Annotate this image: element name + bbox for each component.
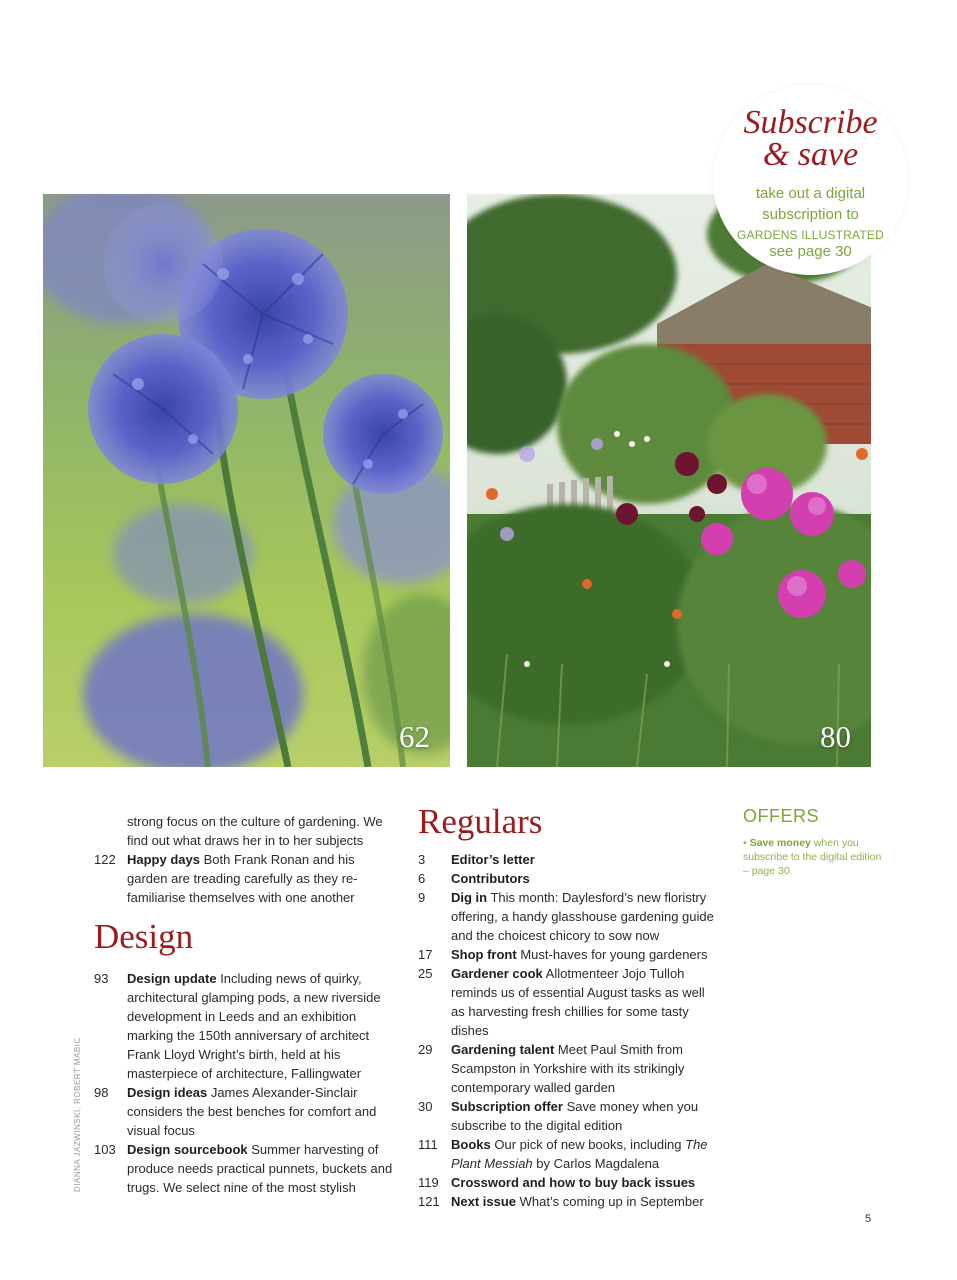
subscribe-line-1: take out a digital (755, 185, 866, 202)
toc-entry-description: What’s coming up in September (516, 1194, 704, 1209)
toc-page-number: 103 (94, 1142, 116, 1157)
offers-text: when you subscribe to the digital edition – page 30 (743, 837, 882, 877)
offers-heading: OFFERS (743, 806, 820, 826)
toc-entry-title: Happy days (127, 852, 200, 867)
section-heading-regulars: Regulars (418, 802, 543, 841)
agapanthus-illustration (43, 194, 450, 767)
toc-entry-description: Including news of quirky, architectural glamping pods, a new riverside development in Leeds and an exhibition marking the 150th anniversary of architect Frank Lloyd Wright’s birth, held at his masterpiece of architecture, Fallingwater (127, 971, 381, 1081)
subscribe-page-link[interactable]: see page 30 (769, 243, 852, 260)
bullet-icon: • (743, 837, 747, 849)
toc-entry-description: Must-haves for young gardeners (516, 947, 708, 962)
cottage-garden-illustration (467, 194, 871, 767)
toc-page-number: 111 (418, 1137, 438, 1152)
toc-entry-title: Next issue (451, 1194, 517, 1209)
toc-page-number: 119 (418, 1175, 439, 1190)
toc-entry-editors-letter[interactable] (418, 850, 718, 869)
agapanthus-photo (43, 194, 450, 767)
toc-entry-title: Shop front (451, 947, 517, 962)
toc-entry-title: Books (451, 1137, 491, 1152)
page-number: 5 (865, 1213, 872, 1225)
toc-continued-line: strong focus on the culture of gardening. We (127, 814, 383, 829)
toc-regulars-column (418, 802, 718, 1211)
subscribe-line-1b: subscription to (762, 206, 859, 223)
toc-entry-description: Our pick of new books, including (490, 1137, 686, 1152)
toc-entry-description: Save money when you subscribe to the digital edition (451, 1099, 699, 1133)
toc-entry-description: This month: Daylesford’s new floristry offering, a handy glasshouse gardening guide and the choicest chicory to sow now (451, 890, 714, 943)
toc-left-column (94, 812, 394, 1197)
subscribe-title: Subscribe (743, 104, 878, 141)
toc-page-number: 30 (418, 1099, 433, 1114)
toc-entry-title: Contributors (451, 871, 530, 886)
toc-entry-description: Both Frank Ronan and his garden are treading carefully as they re-familiarise themselves with one another (127, 852, 358, 905)
toc-entry-title: Design update (127, 971, 217, 986)
toc-page-number: 121 (418, 1194, 440, 1209)
toc-entry-books[interactable] (418, 1135, 718, 1173)
offers-item[interactable] (743, 836, 883, 878)
toc-page-number: 9 (418, 890, 426, 905)
toc-entry-dig-in[interactable] (418, 888, 718, 945)
book-title: The Plant Messiah (451, 1137, 708, 1171)
toc-page-number: 6 (418, 871, 426, 886)
toc-entry-design-sourcebook[interactable] (94, 1140, 394, 1197)
toc-entry-gardening-talent[interactable] (418, 1040, 718, 1097)
toc-entry-gardener-cook[interactable] (418, 964, 718, 1040)
page-reference-62[interactable]: 62 (399, 719, 430, 754)
toc-entry-crossword[interactable] (418, 1173, 718, 1192)
toc-entry-description: Summer harvesting of produce needs practical punnets, buckets and trugs. We select nine of the most stylish (127, 1142, 393, 1195)
offers-highlight: Save money (749, 837, 811, 849)
toc-entry-next-issue[interactable] (418, 1192, 718, 1211)
toc-entry-title: Design sourcebook (127, 1142, 248, 1157)
toc-entry-contributors[interactable] (418, 869, 718, 888)
toc-entry-title: Gardener cook (451, 966, 543, 981)
toc-entry-title: Editor’s letter (451, 852, 535, 867)
toc-entry-title: Design ideas (127, 1085, 208, 1100)
photo-credit: DIANNA JAZWINSKI, ROBERT MABIC (73, 1037, 82, 1192)
toc-page-number: 3 (418, 852, 426, 867)
toc-entry-title: Crossword and how to buy back issues (451, 1175, 696, 1190)
toc-page-number: 29 (418, 1042, 433, 1057)
cottage-garden-photo (467, 194, 871, 767)
toc-entry-title: Subscription offer (451, 1099, 563, 1114)
toc-entry-description: James Alexander-Sinclair considers the best benches for comfort and visual focus (127, 1085, 377, 1138)
subscribe-title-save: & save (762, 136, 859, 173)
toc-entry-description: Allotmenteer Jojo Tulloh reminds us of essential August tasks as well as harvesting fresh chillies for some tasty dishes (451, 966, 705, 1038)
offers-panel (743, 806, 883, 878)
toc-page-number: 93 (94, 971, 109, 986)
toc-entry-title: Gardening talent (451, 1042, 555, 1057)
toc-entry-description-end: by Carlos Magdalena (532, 1156, 660, 1171)
page-reference-80[interactable]: 80 (820, 719, 851, 754)
toc-entry-design-ideas[interactable] (94, 1083, 394, 1140)
toc-page-number: 98 (94, 1085, 109, 1100)
subscribe-magazine-name: GARDENS ILLUSTRATED (737, 228, 884, 242)
toc-entry-subscription-offer[interactable] (418, 1097, 718, 1135)
subscribe-roundel[interactable] (713, 85, 908, 275)
toc-entry-description: Meet Paul Smith from Scampston in Yorkshire with its strikingly contemporary walled garden (451, 1042, 685, 1095)
toc-entry-design-update[interactable] (94, 969, 394, 1083)
toc-entry-title: Dig in (451, 890, 488, 905)
toc-page-number: 25 (418, 966, 433, 981)
toc-page-number: 17 (418, 947, 433, 962)
toc-continued-line: find out what draws her in to her subjects (127, 833, 364, 848)
toc-page-number: 122 (94, 852, 116, 867)
toc-continued-text (94, 812, 394, 850)
toc-entry-shop-front[interactable] (418, 945, 718, 964)
section-heading-design: Design (94, 917, 194, 956)
toc-entry-happy-days[interactable] (94, 850, 394, 907)
